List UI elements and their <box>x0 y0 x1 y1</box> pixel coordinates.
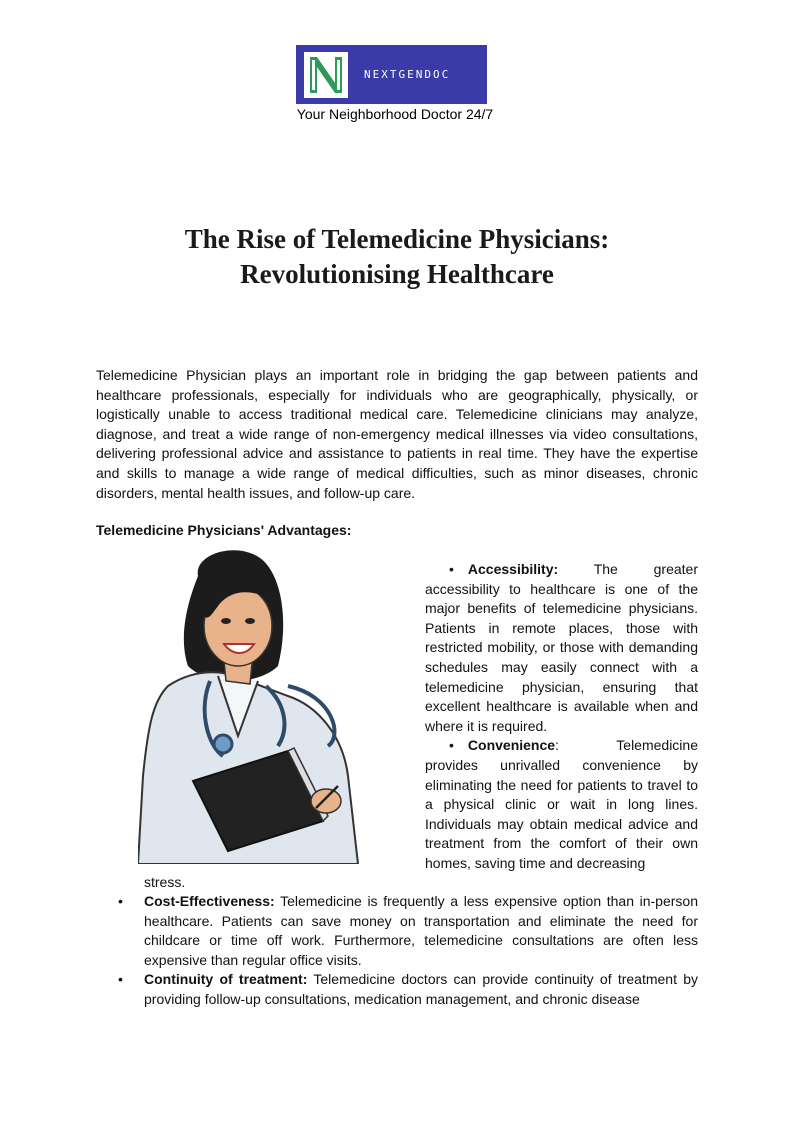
list-continuation: stress. <box>144 874 186 890</box>
bullet-glyph: • <box>118 971 123 988</box>
list-item <box>118 892 698 970</box>
intro-paragraph: Telemedicine Physician plays an important role in bridging the gap between patients and healthcare professionals, especially for individuals who are geographically, physically, or logistically unable to access traditional medical care. Telemedicine clinicians may analyze, diagnose, and treat a wide range of non-emergency medical illnesses via video consultations, delivering professional advice and assistance to patients in real time. They have the expertise and skills to manage a wide range of medical difficulties, such as minor diseases, chronic disorders, mental health issues, and follow-up care. <box>96 367 698 501</box>
page-title <box>100 222 694 292</box>
nextgendoc-mark-icon <box>302 50 350 100</box>
list-item-text: The greater accessibility to healthcare is one of the major benefits of telemedicine physicians. Patients in remote places, those with restricted mobility, or those with demanding schedules may easily connect with a telemedicine physician, ensuring that excellent healthcare is available when and where it is required. <box>425 561 698 734</box>
list-item-term: Convenience <box>467 737 556 754</box>
list-item <box>425 560 698 736</box>
list-item-text: : Telemedicine provides unrivalled convenience by eliminating the need for patients to travel to a physical clinic or wait in long lines. Individuals may obtain medical advice and treatment from the comfort of their own homes, saving time and decreasing <box>425 737 698 871</box>
advantages-list-bottom <box>118 892 699 1010</box>
list-item <box>425 736 698 873</box>
advantages-heading: Telemedicine Physicians' Advantages: <box>96 522 352 538</box>
bullet-glyph: • <box>449 561 454 577</box>
list-item-text: Telemedicine is frequently a less expensive option than in-person healthcare. Patients can save money on transportation and eliminate the need for childcare or time off work. Furthermore, telemedicine consultations are often less expensive than regular office visits. <box>144 893 698 968</box>
list-item-text: Telemedicine doctors can provide continuity of treatment by providing follow-up consultations, medication management, and chronic disease <box>144 971 699 1007</box>
brand-name: NEXTGENDOC <box>364 68 451 81</box>
brand-tagline: Your Neighborhood Doctor 24/7 <box>296 106 494 122</box>
list-item-term: Continuity of treatment: <box>144 971 308 988</box>
bullet-glyph: • <box>118 893 123 909</box>
title-line-2: Revolutionising Healthcare <box>240 259 554 289</box>
doctor-illustration <box>138 546 403 864</box>
advantages-list-side <box>425 560 698 874</box>
list-item <box>118 970 699 1009</box>
list-item-term: Accessibility: <box>467 561 559 577</box>
brand-logo <box>296 45 487 104</box>
title-line-1: The Rise of Telemedicine Physicians: <box>184 224 610 254</box>
bullet-glyph: • <box>449 737 454 754</box>
list-item-term: Cost-Effectiveness: <box>144 893 275 909</box>
